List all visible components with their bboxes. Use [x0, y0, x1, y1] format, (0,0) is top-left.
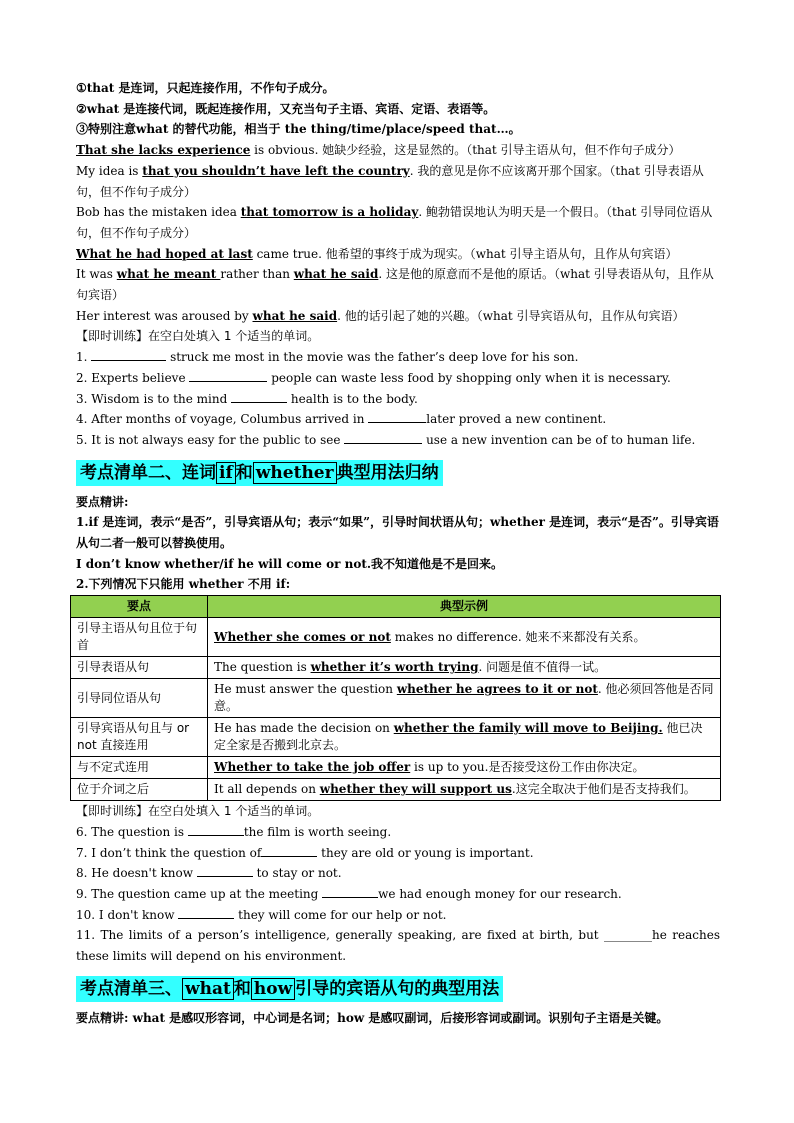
table-row: 引导宾语从句且与 or not 直接连用 He has made the decision on whether the family will move to Beijing. 他已决定全家是否搬到北京去。 [71, 718, 721, 757]
document-page [76, 78, 720, 1029]
whether-usage-table [70, 595, 721, 801]
practice-2-item-6: 6. The question is the film is worth seeing. [76, 824, 392, 839]
example-1: That she lacks experience is obvious. 她缺少经验，这是显然的。（that 引导主语从句，但不作句子成分） [76, 143, 681, 158]
practice-2-title: 【即时训练】在空白处填入 1 个适当的单词。 [76, 804, 320, 819]
practice-2-item-7: 7. I don’t think the question of they are old or young is important. [76, 845, 534, 860]
example-2: My idea is that you shouldn’t have left the country. 我的意见是你不应该离开那个国家。（that 引导表语从句，但不作句子成分） [76, 163, 704, 199]
practice-2-item-9: 9. The question came up at the meeting we had enough money for our research. [76, 886, 622, 901]
note-that: ①that 是连词，只起连接作用，不作句子成分。 [76, 81, 335, 95]
section-2-example: I don’t know whether/if he will come or not.我不知道他是不是回来。 [76, 556, 504, 571]
table-row: 引导同位语从句 He must answer the question whether he agrees to it or not. 他必须回答他是否同意。 [71, 679, 721, 718]
practice-1-title: 【即时训练】在空白处填入 1 个适当的单词。 [76, 329, 320, 344]
section-3-point: 要点精讲: what 是感叹形容词，中心词是名词；how 是感叹副词，后接形容词或副词。识别句子主语是关键。 [76, 1010, 669, 1025]
answer-blank[interactable] [368, 411, 426, 423]
section-2-intro-title: 要点精讲: [76, 494, 129, 509]
practice-1-item-4: 4. After months of voyage, Columbus arrived in later proved a new continent. [76, 412, 607, 427]
example-4: What he had hoped at last came true. 他希望的事终于成为现实。（what 引导主语从句，且作从句宾语） [76, 246, 678, 261]
note-what: ②what 是连接代词，既起连接作用，又充当句子主语、宾语、定语、表语等。 [76, 101, 496, 116]
practice-2-item-10: 10. I don't know they will come for our help or not. [76, 907, 447, 922]
table-header-example: 典型示例 [208, 596, 721, 618]
answer-blank[interactable] [178, 907, 234, 919]
answer-blank[interactable] [344, 432, 422, 444]
table-row: 引导表语从句 The question is whether it’s worth trying. 问题是值不值得一试。 [71, 657, 721, 679]
answer-blank[interactable] [197, 865, 253, 877]
answer-blank[interactable] [189, 370, 267, 382]
note-what-substitute: ③特别注意what 的替代功能，相当于 the thing/time/place/speed that…。 [76, 122, 521, 137]
section-2-point-2: 2.下列情况下只能用 whether 不用 if: [76, 577, 291, 592]
practice-1-item-1: 1. struck me most in the movie was the father’s deep love for his son. [76, 350, 579, 365]
example-5: It was what he meant rather than what he said. 这是他的原意而不是他的原话。（what 引导表语从句，且作从句宾语） [76, 267, 714, 303]
table-header-point: 要点 [71, 596, 208, 618]
practice-1-item-2: 2. Experts believe people can waste less food by shopping only when it is necessary. [76, 370, 671, 385]
table-row: 与不定式连用 Whether to take the job offer is up to you.是否接受这份工作由你决定。 [71, 757, 721, 779]
table-header-row [71, 596, 721, 618]
answer-blank[interactable] [322, 886, 378, 898]
practice-2-item-11: 11. The limits of a person’s intelligence, generally speaking, are fixed at birth, but ________he reaches these limits will depend on his environment. [76, 928, 720, 964]
section-2-heading: 考点清单二、连词 if 和 whether 典型用法归纳 [76, 460, 443, 486]
answer-blank[interactable] [231, 391, 287, 403]
section-3-heading: 考点清单三、 what 和 how 引导的宾语从句的典型用法 [76, 976, 503, 1002]
table-row: 位于介词之后 It all depends on whether they will support us.这完全取决于他们是否支持我们。 [71, 779, 721, 801]
example-6: Her interest was aroused by what he said. 他的话引起了她的兴趣。（what 引导宾语从句，且作从句宾语） [76, 308, 685, 323]
example-3: Bob has the mistaken idea that tomorrow is a holiday. 鲍勃错误地认为明天是一个假日。（that 引导同位语从句，但不作句子成分） [76, 205, 713, 240]
practice-2-item-8: 8. He doesn't know to stay or not. [76, 866, 342, 881]
section-2-point-1: 1.if 是连词，表示“是否”，引导宾语从句；表示“如果”，引导时间状语从句；whether 是连词，表示“是否”。引导宾语从句二者一般可以替换使用。 [76, 515, 719, 551]
answer-blank[interactable] [91, 349, 166, 361]
answer-blank[interactable] [188, 824, 244, 836]
practice-1-item-5: 5. It is not always easy for the public to see use a new invention can be of to human life. [76, 432, 696, 447]
table-row: 引导主语从句且位于句首 Whether she comes or not makes no difference. 她来不来都没有关系。 [71, 618, 721, 657]
answer-blank[interactable] [261, 845, 317, 857]
practice-1-item-3: 3. Wisdom is to the mind health is to the body. [76, 391, 418, 406]
